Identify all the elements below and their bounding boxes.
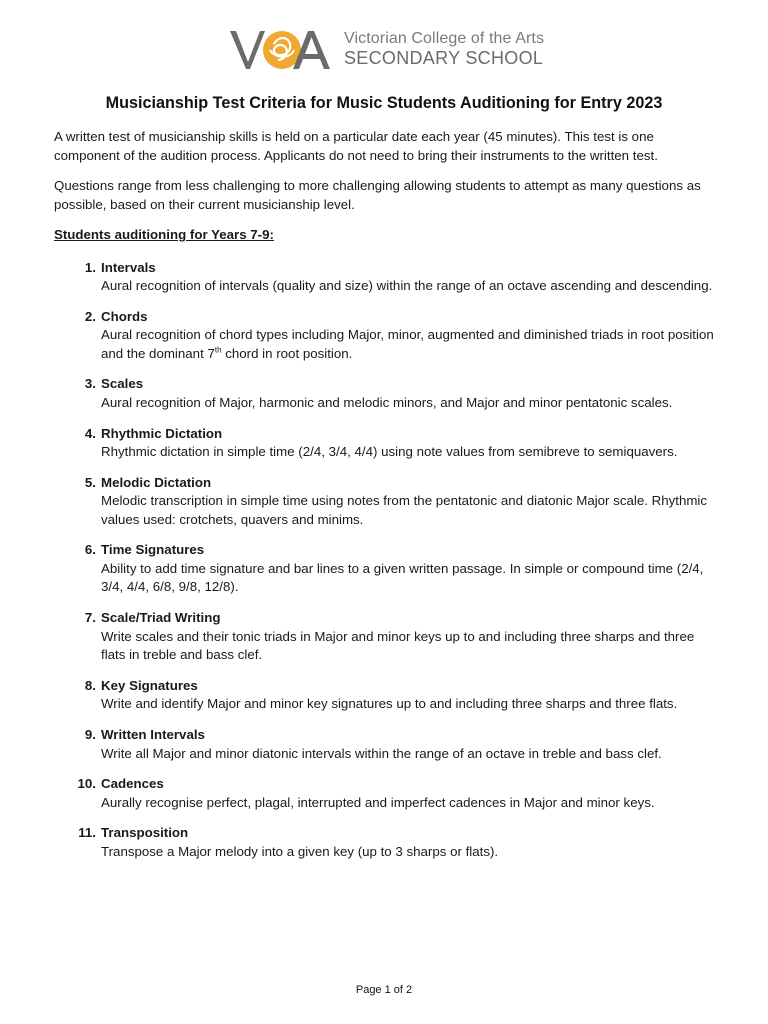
page-number: Page 1 of 2 (355, 984, 413, 996)
criterion-description: Write scales and their tonic triads in Major and minor keys up to and including three sharps and three flats in treble and bass clef. (101, 628, 695, 663)
criterion-number: 3. (84, 376, 96, 392)
criterion-item (54, 609, 714, 665)
criterion-description (101, 326, 714, 363)
criterion-item (54, 775, 714, 812)
criterion-number: 11. (78, 825, 96, 841)
logo-college-name: Victorian College of the Arts (344, 30, 545, 47)
criterion-item (54, 259, 714, 296)
criterion-number: 1. (84, 259, 96, 275)
document-body (54, 128, 714, 874)
criteria-list (54, 259, 714, 862)
criterion-title: Rhythmic Dictation (101, 425, 223, 441)
vca-logo-mark (230, 24, 336, 74)
criterion-title: Cadences (101, 776, 164, 792)
intro-paragraph: Questions range from less challenging to more challenging allowing students to attempt as many questions as possible, based on their current musicianship level. (54, 178, 701, 212)
criterion-number: 4. (84, 425, 96, 441)
criterion-number: 10. (77, 776, 96, 792)
criterion-number: 5. (84, 474, 96, 490)
criterion-title: Melodic Dictation (101, 474, 212, 490)
criterion-item (54, 308, 714, 364)
criterion-title: Scale/Triad Writing (101, 610, 221, 626)
criterion-number: 9. (84, 727, 96, 742)
criterion-description: Aural recognition of intervals (quality and size) within the range of an octave ascending and descending. (101, 278, 713, 293)
vca-logo (230, 24, 544, 74)
intro-paragraph: A written test of musicianship skills is held on a particular date each year (45 minutes). This test is one component of the audition process. Applicants do not need to bring their instruments to the written test. (54, 129, 658, 163)
logo-school-name: SECONDARY SCHOOL (344, 48, 544, 68)
criterion-description: Ability to add time signature and bar lines to a given written passage. In simple or compound time (2/4, 3/4, 4/4, 6/8, 9/8, 12/8). (101, 560, 704, 595)
document-title: Musicianship Test Criteria for Music Students Auditioning for Entry 2023 (105, 94, 663, 112)
criterion-description: Aurally recognise perfect, plagal, interrupted and imperfect cadences in Major and minor keys. (101, 794, 655, 810)
criterion-item (54, 677, 714, 714)
criterion-number: 8. (84, 677, 96, 693)
ordinal-superscript: th (214, 345, 222, 355)
criterion-description: Rhythmic dictation in simple time (2/4, 3/4, 4/4) using note values from semibreve to semiquavers. (101, 444, 678, 460)
criterion-title: Intervals (101, 259, 156, 275)
criterion-item (54, 375, 714, 412)
criterion-title: Written Intervals (101, 727, 205, 742)
criterion-number: 6. (84, 542, 96, 558)
criterion-item (54, 474, 714, 530)
criterion-description: Write and identify Major and minor key signatures up to and including three sharps and three flats. (101, 696, 678, 712)
criterion-number: 2. (84, 308, 96, 324)
criterion-description: Melodic transcription in simple time using notes from the pentatonic and diatonic Major scale. Rhythmic values used: crotchets, quavers and minims. (101, 493, 708, 527)
criterion-description: Write all Major and minor diatonic intervals within the range of an octave in treble and bass clef. (101, 745, 662, 761)
criterion-item (54, 541, 714, 597)
criterion-title: Time Signatures (101, 542, 205, 558)
criterion-description-text: chord in root position. (221, 345, 353, 361)
criterion-title: Scales (101, 376, 144, 392)
criterion-item (54, 425, 714, 462)
criterion-description: Transpose a Major melody into a given key (up to 3 sharps or flats). (101, 843, 499, 859)
criterion-item (54, 824, 714, 861)
criterion-title: Transposition (101, 825, 189, 841)
criterion-title: Key Signatures (101, 677, 198, 693)
section-heading: Students auditioning for Years 7-9: (54, 227, 274, 242)
criterion-description: Aural recognition of Major, harmonic and melodic minors, and Major and minor pentatonic scales. (101, 394, 673, 410)
vca-monogram-icon (230, 24, 336, 74)
criterion-title: Chords (101, 308, 148, 324)
criterion-description-text: Aural recognition of chord types including Major, minor, augmented and diminished triads in root position and the dominant 7 (101, 327, 714, 361)
criterion-number: 7. (84, 610, 96, 626)
criterion-item (54, 726, 714, 763)
